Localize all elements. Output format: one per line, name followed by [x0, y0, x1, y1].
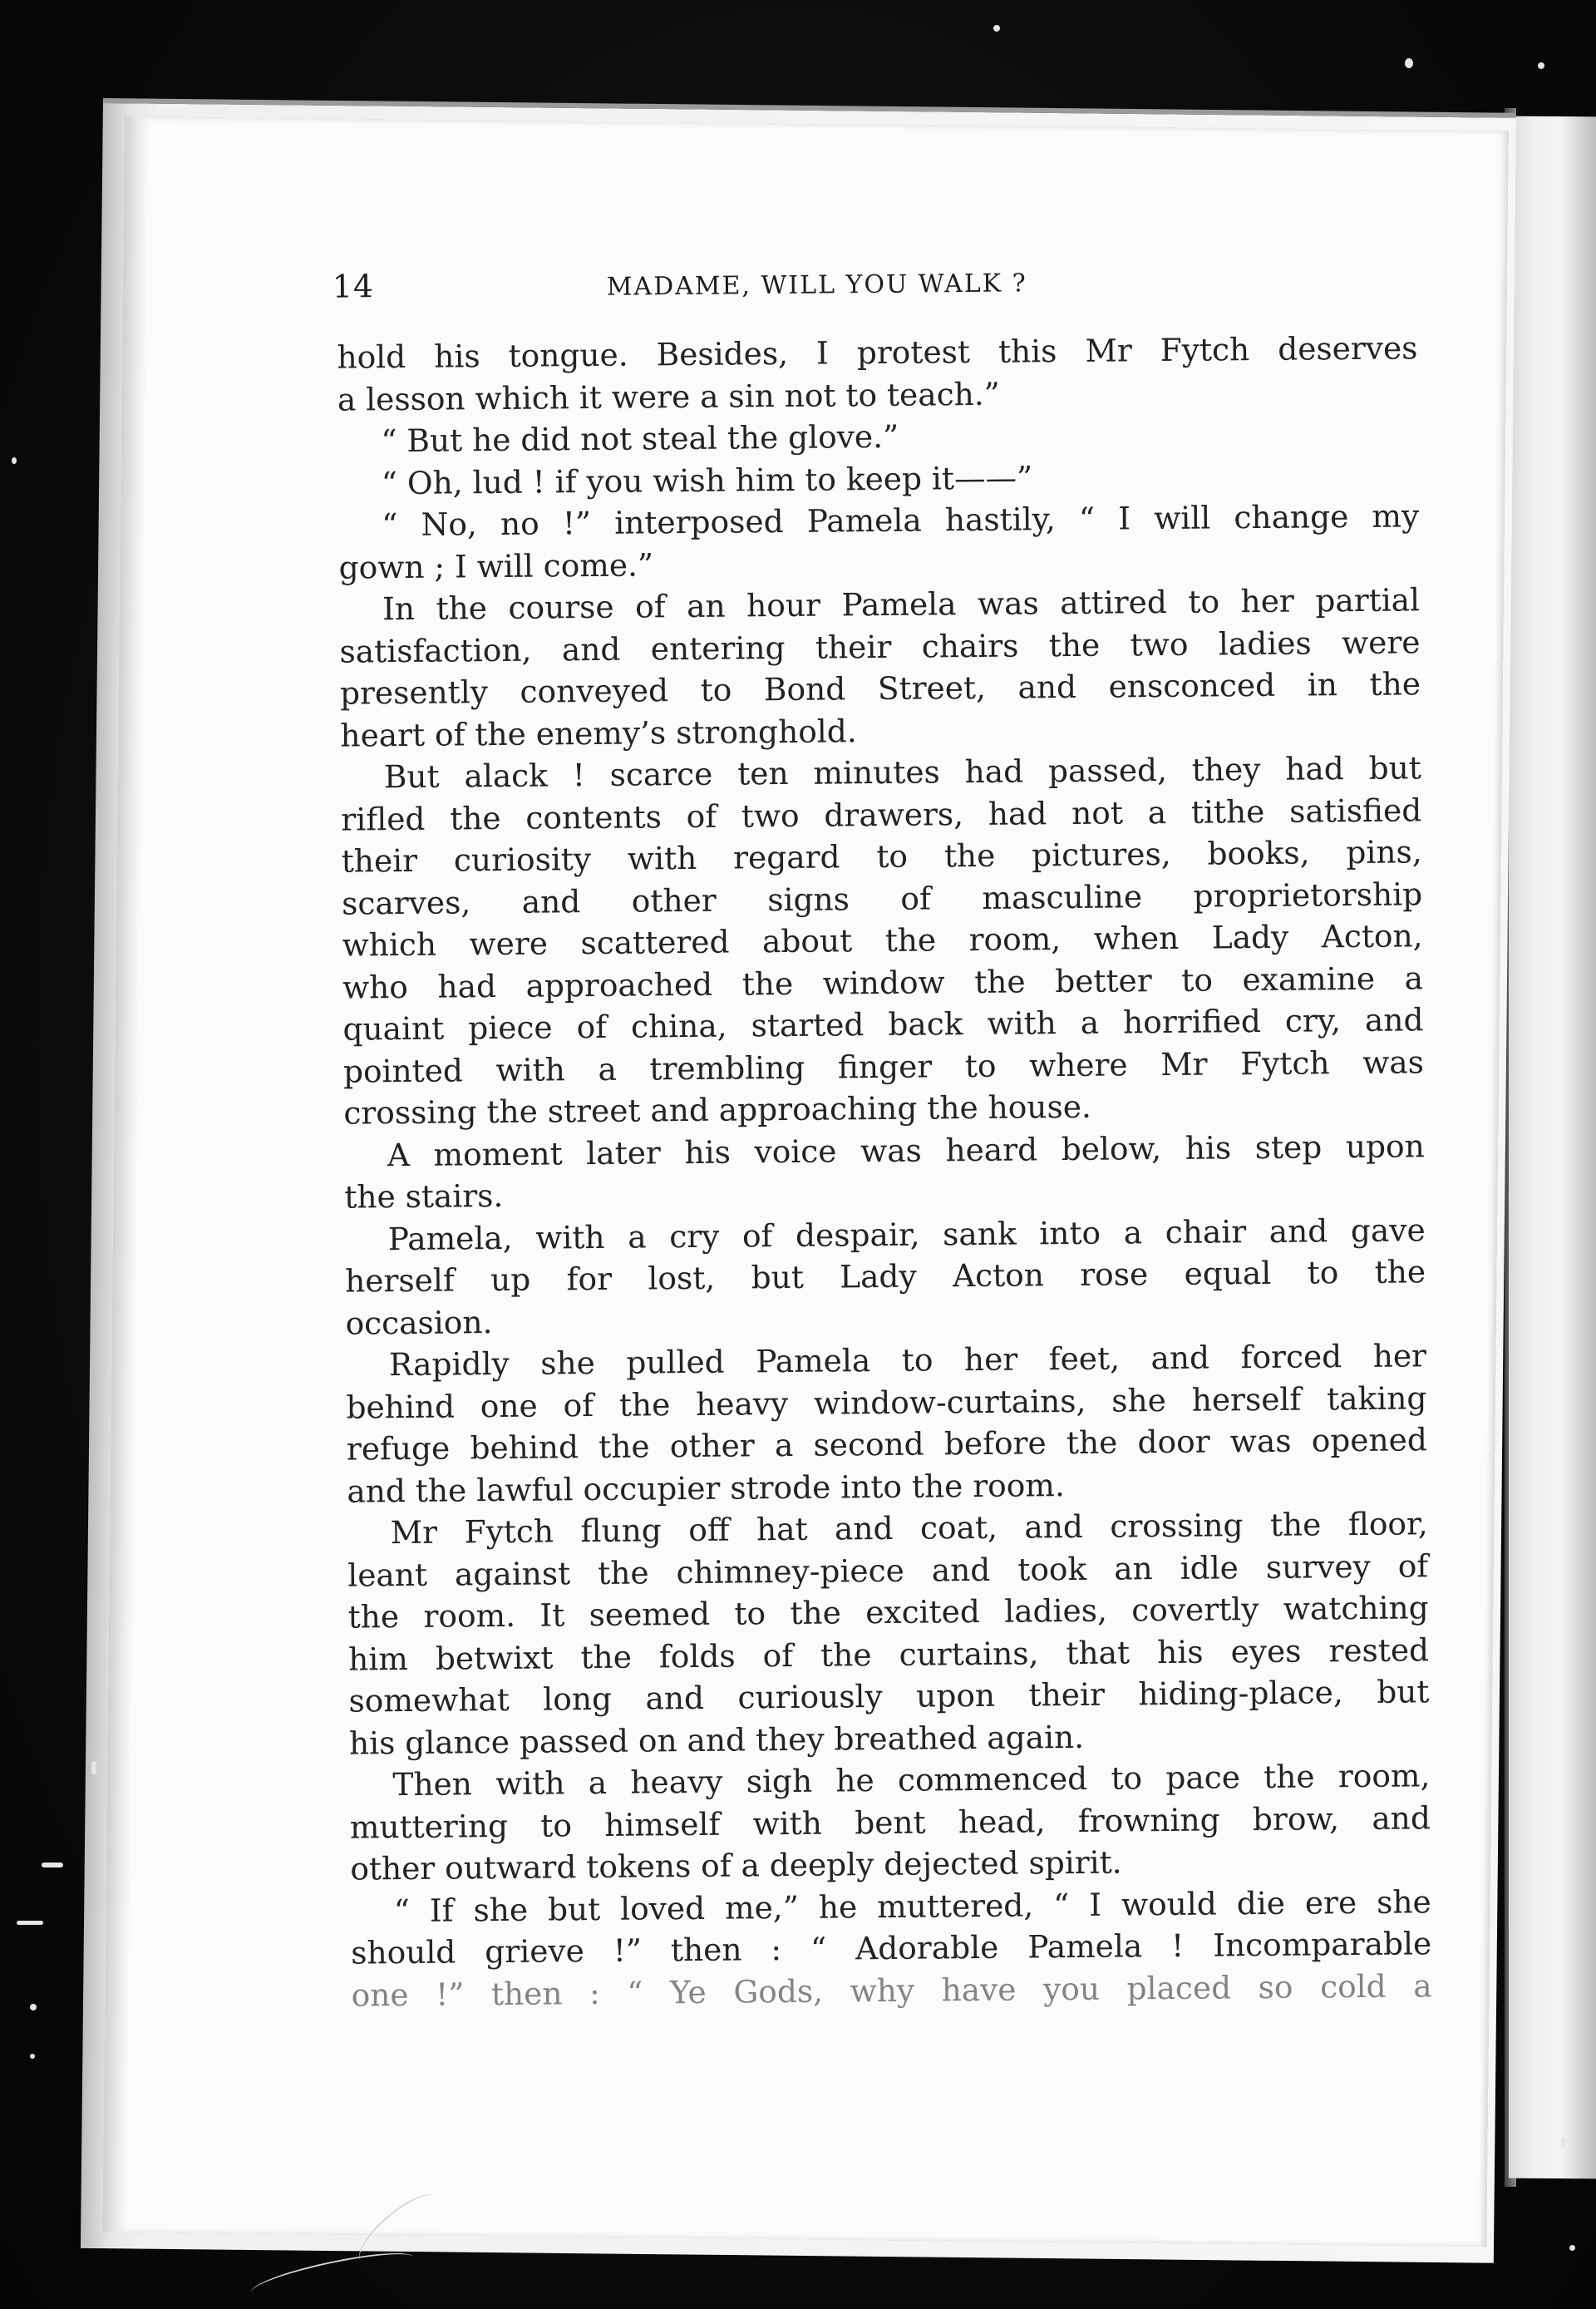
- text-line: one !” then : “ Ye Gods, why have you placed so cold a: [351, 1966, 1432, 2014]
- text-line: refuge behind the other a second before the door was opened: [346, 1421, 1428, 1468]
- text-line: muttering to himself with bent head, frowning brow, and: [349, 1798, 1431, 1846]
- text-line: a lesson which it were a sin not to teach.”: [337, 375, 1001, 418]
- text-line: the stairs.: [344, 1177, 504, 1216]
- text-line: gown ; I will come.”: [338, 545, 654, 586]
- book-page: [102, 116, 1509, 2247]
- text-line: should grieve !” then : “ Adorable Pamela ! Incomparable: [351, 1925, 1432, 1971]
- dust-speck: [42, 1862, 63, 1867]
- dust-speck: [12, 457, 17, 464]
- text-line: him betwixt the folds of the curtains, that his eyes rested: [347, 1631, 1430, 1678]
- text-line: his glance passed on and they breathed again.: [348, 1718, 1085, 1762]
- dust-speck: [993, 25, 1000, 32]
- text-line: pointed with a trembling finger to where Mr Fytch was: [342, 1043, 1425, 1090]
- text-line: Rapidly she pulled Pamela to her feet, and forced her: [388, 1337, 1427, 1384]
- text-line: their curiosity with regard to the pictures, books, pins,: [341, 833, 1422, 880]
- dust-speck: [17, 1921, 43, 1925]
- text-line: quaint piece of china, started back with a horrified cry, and: [342, 1001, 1424, 1048]
- dust-speck: [30, 2004, 37, 2011]
- text-line: which were scattered about the room, when Lady Acton,: [342, 917, 1423, 964]
- text-line: “ If she but loved me,” he muttered, “ I would die ere she: [393, 1882, 1431, 1929]
- text-line: behind one of the heavy window-curtains, she herself taking: [346, 1379, 1427, 1426]
- text-line: who had approached the window the better to examine a: [342, 959, 1424, 1006]
- text-line: Then with a heavy sigh he commenced to pace the room,: [392, 1757, 1431, 1803]
- text-line: other outward tokens of a deeply dejected spirit.: [350, 1843, 1122, 1887]
- running-head: [332, 258, 1496, 318]
- page-number: 14: [332, 268, 375, 305]
- text-line: In the course of an hour Pamela was attired to her partial: [382, 581, 1421, 628]
- dust-speck: [30, 2054, 35, 2059]
- dust-speck: [1569, 2245, 1575, 2251]
- text-line: satisfaction, and entering their chairs the two ladies were: [339, 623, 1421, 670]
- text-line: “ Oh, lud ! if you wish him to keep it——”: [381, 458, 1033, 501]
- body-text: [337, 327, 1432, 2015]
- text-line: the room. It seemed to the excited ladies, covertly watching: [347, 1589, 1429, 1636]
- running-title: MADAME, WILL YOU WALK ?: [606, 269, 1027, 302]
- dust-speck: [1538, 62, 1544, 69]
- text-line: heart of the enemy’s stronghold.: [340, 712, 857, 754]
- dust-speck: [1405, 58, 1413, 68]
- dust-speck: [91, 1761, 96, 1774]
- text-line: herself up for lost, but Lady Acton rose equal to the: [344, 1253, 1426, 1300]
- facing-page-edge: [1509, 116, 1596, 2179]
- text-line: leant against the chimney-piece and took an idle survey of: [347, 1547, 1429, 1594]
- text-line: hold his tongue. Besides, I protest this Mr Fytch deserves: [337, 329, 1418, 376]
- text-line: Pamela, with a cry of despair, sank into a chair and gave: [387, 1211, 1426, 1257]
- text-line: “ No, no !” interposed Pamela hastily, “ I will change my: [382, 497, 1420, 544]
- text-line: crossing the street and approaching the house.: [343, 1088, 1092, 1132]
- text-line: presently conveyed to Bond Street, and ensconced in the: [339, 665, 1421, 712]
- text-line: scarves, and other signs of masculine proprietorship: [341, 875, 1423, 922]
- text-line: “ But he did not steal the glove.”: [381, 417, 899, 460]
- text-line: But alack ! scarce ten minutes had passed, they had but: [383, 749, 1422, 796]
- text-line: rifled the contents of two drawers, had not a tithe satisfied: [341, 791, 1422, 838]
- text-line: and the lawful occupier strode into the room.: [347, 1466, 1066, 1510]
- text-line: somewhat long and curiously upon their hiding-place, but: [348, 1673, 1430, 1719]
- text-line: A moment later his voice was heard below, his step upon: [387, 1127, 1425, 1173]
- text-line: occasion.: [345, 1303, 493, 1342]
- dust-speck: [1561, 2137, 1566, 2149]
- text-line: Mr Fytch flung off hat and coat, and crossing the floor,: [390, 1505, 1428, 1552]
